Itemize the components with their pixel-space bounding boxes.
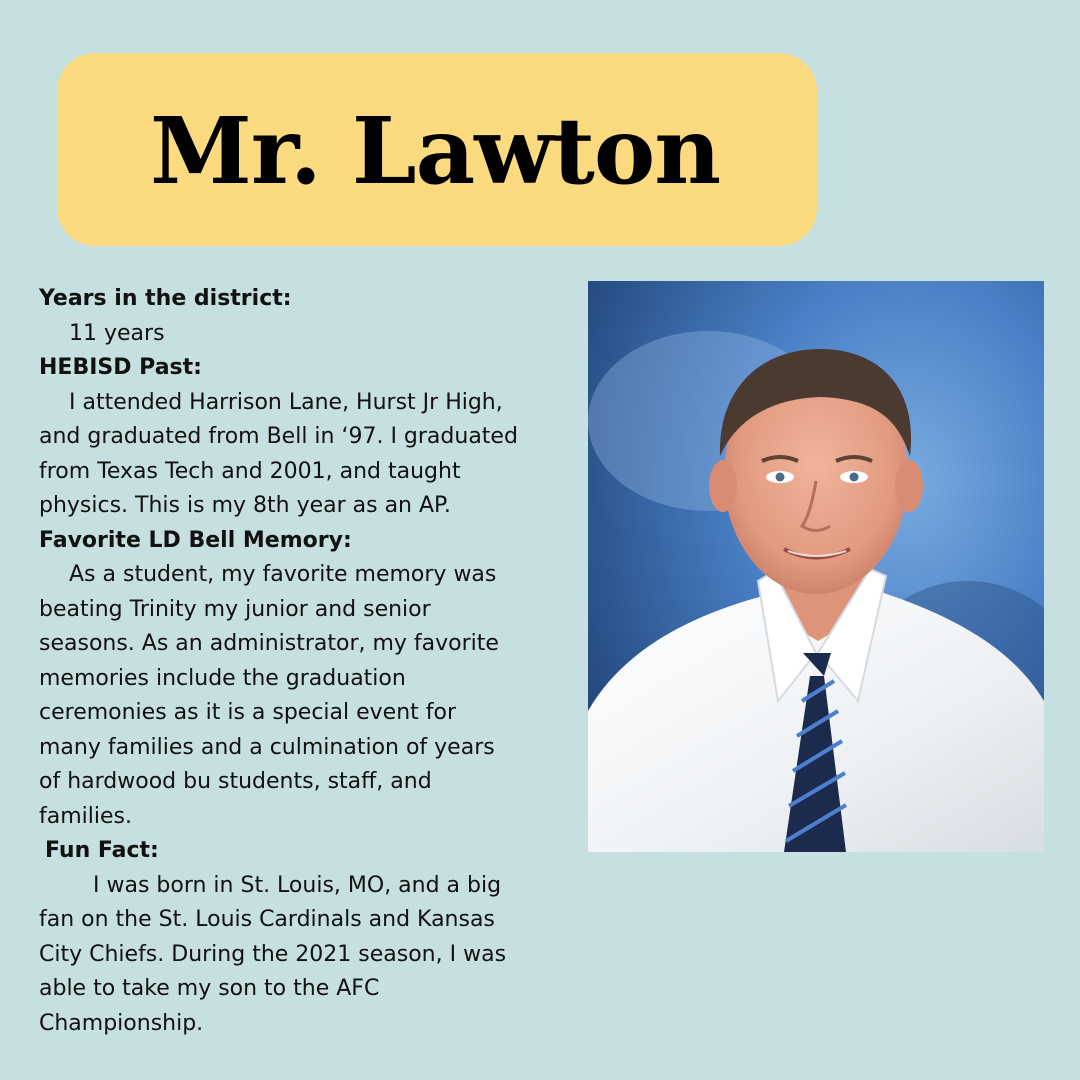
body-line: As a student, my favorite memory was [69,562,497,587]
section-body-years [39,317,569,352]
ear-right [895,460,923,512]
body-line: able to take my son to the AFC [39,976,380,1001]
body-line: families. [39,803,132,829]
bio-text-block [39,282,569,1041]
body-line: of hardwood bu students, staff, and [39,769,432,794]
years-value: 11 years [69,320,165,346]
body-line: memories include the graduation [39,665,406,691]
section-body-fun-fact [39,869,569,1042]
body-line: from Texas Tech and 2001, and taught [39,458,461,484]
section-heading-fun-fact: Fun Fact: [45,838,159,863]
body-line: beating Trinity my junior and senior [39,596,431,622]
portrait-illustration [588,281,1044,852]
body-line: many families and a culmination of years [39,734,495,760]
page-title: Mr. Lawton [150,97,721,205]
body-line: and graduated from Bell in ‘97. I graduated [39,424,518,449]
section-body-memory [39,558,569,834]
body-line: physics. This is my 8th year as an AP. [39,493,451,518]
body-line: fan on the St. Louis Cardinals and Kansas [39,907,495,932]
section-heading-past: HEBISD Past: [39,355,202,380]
body-line: Championship. [39,1010,204,1036]
body-line: seasons. As an administrator, my favorite [39,631,499,656]
portrait-photo [588,281,1044,852]
body-line: I was born in St. Louis, MO, and a big [93,872,502,898]
section-heading-memory: Favorite LD Bell Memory: [39,527,352,553]
section-body-past [39,386,569,524]
section-heading-years: Years in the district: [39,286,292,311]
body-line: I attended Harrison Lane, Hurst Jr High, [69,389,503,415]
body-line: ceremonies as it is a special event for [39,700,457,725]
ear-left [709,460,737,512]
body-line: City Chiefs. During the 2021 season, I was [39,941,507,967]
